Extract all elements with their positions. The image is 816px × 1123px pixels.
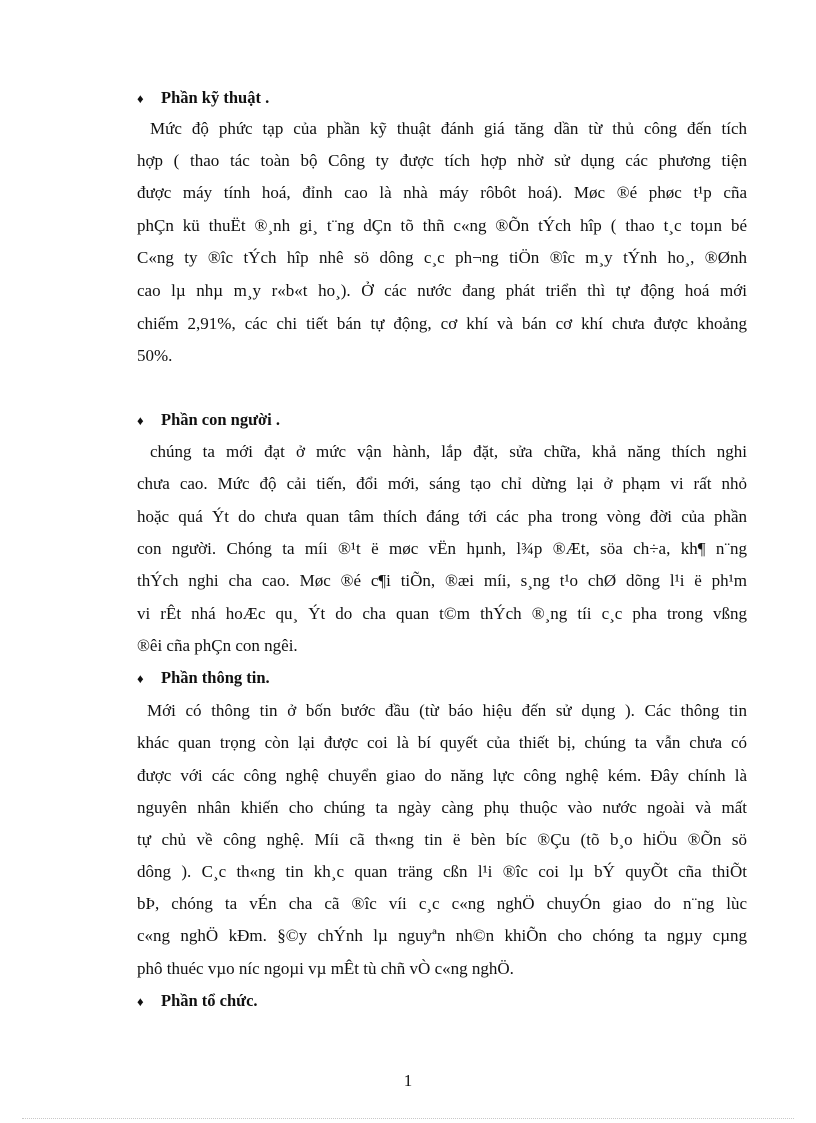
paragraph-line: khác quan trọng còn lại được coi là bí quyết của thiết bị, chúng ta vẫn chưa có [137,733,747,752]
paragraph-line: C«ng ty ®îc tÝch hîp nhê sö dông c¸c ph¬ng tiÖn ®îc m¸y tÝnh ho¸, ®Ønh [137,248,747,267]
paragraph-line: Mới có thông tin ở bốn bước đầu (từ báo hiệu đến sử dụng ). Các thông tin [147,701,747,720]
paragraph-line: dông ). C¸c th«ng tin kh¸c quan träng cßn l¹i ®îc coi lµ bÝ quyÕt cña thiÕt [137,862,747,881]
section-heading-con-nguoi [137,410,280,431]
paragraph-line: Mức độ phức tạp của phần kỹ thuật đánh giá tăng dần từ thủ công đến tích [150,119,747,138]
paragraph-line: nguyên nhân khiến cho chúng ta ngày càng phụ thuộc vào nước ngoài và mất [137,798,747,817]
section-heading-to-chuc [137,991,258,1012]
page-bottom-border [22,1118,794,1119]
paragraph-line: chiếm 2,91%, các chi tiết bán tự động, cơ khí và bán cơ khí chưa được khoảng [137,314,747,333]
paragraph-line: hoặc quá Ýt do chưa quan tâm thích đáng tới các pha trong vòng đời của phần [137,507,747,526]
section-heading-ky-thuat [137,88,269,109]
paragraph-line: ®êi cña phÇn con ngêi. [137,636,298,655]
heading-text: Phần thông tin. [161,668,270,687]
diamond-bullet-icon: ♦ [137,91,144,106]
page-number: 1 [403,1071,413,1090]
paragraph-line: bÞ, chóng ta vÉn cha cã ®îc víi c¸c c«ng nghÖ chuyÓn giao do n¨ng lùc [137,894,747,913]
paragraph-line: thÝch nghi cha cao. Møc ®é c¶i tiÕn, ®æi míi, s¸ng t¹o chØ dõng l¹i ë ph¹m [137,571,747,590]
paragraph-line: c«ng nghÖ kÐm. §©y chÝnh lµ nguyªn nh©n khiÕn cho chóng ta ngµy cµng [137,926,747,945]
heading-text: Phần con người . [161,410,280,429]
paragraph-line: phÇn kü thuËt ®¸nh gi¸ t¨ng dÇn tõ thñ c«ng ®Õn tÝch hîp ( thao t¸c toµn bé [137,216,747,235]
paragraph-line: phô thuéc vµo níc ngoµi vµ mÊt tù chñ vÒ c«ng nghÖ. [137,959,514,978]
heading-text: Phần kỹ thuật . [161,88,270,107]
section-heading-thong-tin [137,668,270,689]
paragraph-line: tự chủ về công nghệ. Míi cã th«ng tin ë bèn bíc ®Çu (tõ b¸o hiÖu ®Õn sö [137,830,747,849]
diamond-bullet-icon: ♦ [137,413,144,428]
paragraph-line: vi rÊt nhá hoÆc qu¸ Ýt do cha quan t©m thÝch ®¸ng tíi c¸c pha trong vßng [137,604,747,623]
paragraph-line: được máy tính hoá, đỉnh cao là nhà máy rôbôt hoá). Møc ®é phøc t¹p cña [137,183,747,202]
paragraph-line: 50%. [137,346,173,365]
heading-text: Phần tổ chức. [161,991,258,1010]
paragraph-line: cao lµ nhµ m¸y r«b«t ho¸). Ở các nước đang phát triển thì tự động hoá mới [137,281,747,300]
diamond-bullet-icon: ♦ [137,671,144,686]
paragraph-line: con người. Chóng ta míi ®¹t ë møc vËn hµnh, l¾p ®Æt, söa ch÷a, kh¶ n¨ng [137,539,747,558]
paragraph-line: được với các công nghệ chuyển giao do năng lực công nghệ kém. Đây chính là [137,766,747,785]
paragraph-line: hợp ( thao tác toàn bộ Công ty được tích hợp nhờ sử dụng các phương tiện [137,151,747,170]
diamond-bullet-icon: ♦ [137,994,144,1009]
paragraph-line: chưa cao. Mức độ cải tiến, đổi mới, sáng tạo chỉ dừng lại ở phạm vi rất nhỏ [137,474,747,493]
paragraph-line: chúng ta mới đạt ở mức vận hành, lắp đặt, sửa chữa, khả năng thích nghi [150,442,747,461]
